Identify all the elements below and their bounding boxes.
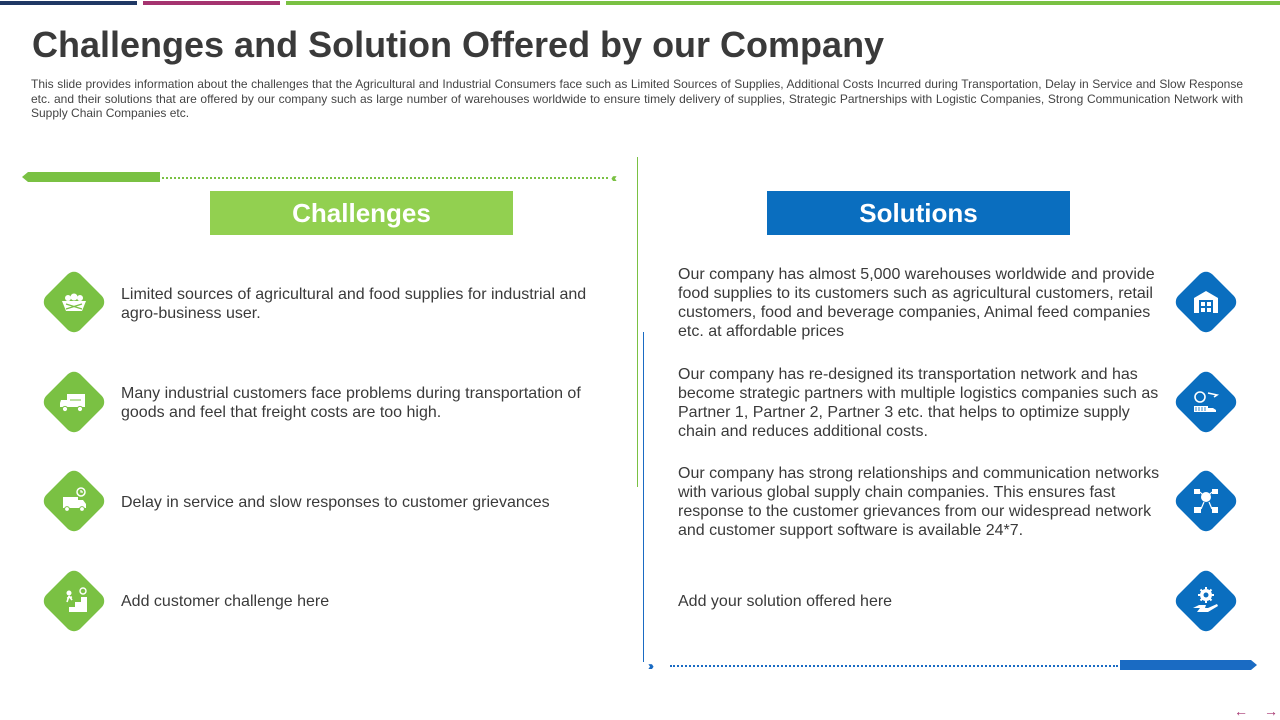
right-dotted-line [670, 665, 1118, 667]
challenge-text-4: Add customer challenge here [121, 593, 330, 610]
solution-text-4: Add your solution offered here [678, 593, 893, 610]
warehouse-icon [1172, 268, 1240, 336]
slide-title: Challenges and Solution Offered by our Company [32, 24, 885, 65]
divider-green [637, 157, 638, 487]
left-dotted-line [162, 177, 608, 179]
slide-description: This slide provides information about the challenges that the Agricultural and Industrial Consumers face such as Limited Sources of Supplies, Additional Costs Incurred during Transportation, Delay in Service and Slow Response etc. and their solutions that are offered by our company such as large number of warehouses worldwide to ensure timely delivery of supplies, Strategic Partnerships with Logistic Companies, Strong Communication Network with Supply Chain Companies etc. [31, 77, 1243, 121]
top-accent-bar-navy [0, 1, 137, 5]
challenge-text-1: Limited sources of agricultural and food supplies for industrial and agro-business user. [121, 286, 587, 322]
top-accent-bar-green [286, 1, 1280, 5]
right-arrow-bar [1120, 660, 1257, 670]
hand-gear-icon [1172, 567, 1240, 635]
solution-text-1: Our company has almost 5,000 warehouses worldwide and provide food supplies to its customers such as agricultural customers, retail customers, food and beverage companies, Animal feed companies etc. at affordable prices [678, 266, 1155, 340]
logistics-icon [1172, 368, 1240, 436]
solutions-header: Solutions [767, 191, 1070, 235]
challenge-text-3: Delay in service and slow responses to customer grievances [121, 494, 550, 511]
next-arrow-icon[interactable]: → [1264, 703, 1278, 719]
left-arrow-bar [22, 172, 160, 182]
delivery-clock-icon [40, 467, 108, 535]
chevrons-right-icon: ››› [648, 659, 651, 673]
prev-arrow-icon[interactable]: ← [1234, 703, 1248, 719]
divider-blue [643, 332, 644, 662]
top-accent-bar-magenta [143, 1, 280, 5]
chevrons-left-icon: ‹‹‹ [611, 171, 614, 185]
solution-text-3: Our company has strong relationships and communication networks with various global supply chain companies. This ensures fast response to the customer grievances from our widespread network and customer support software is available 24*7. [678, 465, 1160, 539]
truck-icon [40, 368, 108, 436]
challenges-header: Challenges [210, 191, 513, 235]
solution-text-2: Our company has re-designed its transportation network and has become strategic partners with multiple logistics companies such as Partner 1, Partner 2, Partner 3 etc. that helps to optimize supply chain and reduces additional costs. [678, 366, 1159, 440]
food-basket-icon [40, 268, 108, 336]
stairs-goal-icon [40, 567, 108, 635]
network-icon [1172, 467, 1240, 535]
challenge-text-2: Many industrial customers face problems during transportation of goods and feel that freight costs are too high. [121, 385, 581, 421]
